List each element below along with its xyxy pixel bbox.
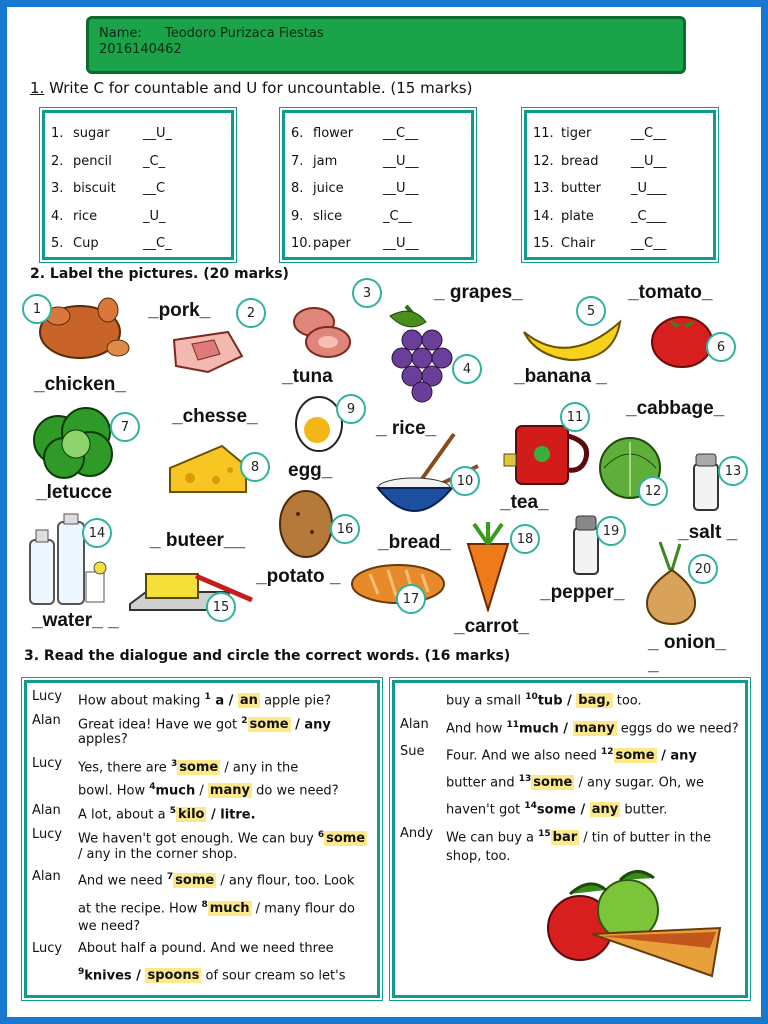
dialogue-line	[78, 962, 345, 986]
text: bowl. How	[78, 783, 150, 799]
item-answer: __C__	[631, 236, 667, 252]
label-cheese: _chesse_	[172, 406, 258, 427]
item-answer: _U___	[631, 181, 667, 197]
text: haven't got	[446, 802, 525, 818]
word-box-3	[524, 110, 716, 260]
item-number: 6.	[291, 126, 304, 142]
item-answer: __C__	[383, 126, 419, 142]
item-word: butter	[561, 181, 602, 197]
word-row	[533, 203, 713, 231]
item-answer: __U__	[383, 236, 419, 252]
gap-number: 4	[149, 782, 156, 792]
dialogue-line	[446, 796, 667, 820]
tomato-picture	[648, 308, 716, 370]
section1-heading	[30, 79, 472, 97]
cheese-picture	[166, 442, 250, 498]
item-word: bread	[561, 153, 599, 169]
dialogue-line	[78, 687, 331, 711]
number-circle: 4	[452, 354, 482, 384]
gap-number: 10	[525, 692, 538, 702]
gap-number: 11	[506, 720, 520, 730]
dialogue-line: shop, too.	[446, 849, 511, 864]
number-circle: 20	[688, 554, 718, 584]
dialogue-line	[446, 769, 704, 793]
item-number: 3.	[51, 181, 64, 197]
label-tuna: _tuna	[282, 366, 333, 387]
speaker-name: Lucy	[32, 756, 63, 771]
dialogue-line	[78, 754, 298, 778]
number-circle: 16	[330, 514, 360, 544]
gap-number: 7	[166, 872, 174, 882]
item-answer: __U__	[383, 153, 419, 169]
item-answer: __C	[143, 181, 166, 197]
speaker-name: Alan	[32, 869, 61, 884]
chosen-option: some	[179, 760, 219, 776]
item-answer: _C_	[143, 153, 166, 169]
word-row	[51, 120, 231, 148]
word-row	[51, 175, 231, 203]
banana-picture	[520, 310, 624, 364]
chosen-option: kilo	[177, 807, 205, 823]
chosen-option: bag,	[578, 693, 611, 709]
number-circle: 19	[596, 516, 626, 546]
item-answer: __C_	[143, 236, 172, 252]
grapes-picture	[382, 300, 462, 404]
number-circle: 2	[236, 298, 266, 328]
gap-number: 3	[170, 759, 178, 769]
option: some /	[536, 802, 590, 818]
speaker-name: Lucy	[32, 941, 63, 956]
label-tomato: _tomato_	[628, 282, 713, 303]
item-number: 1.	[51, 126, 64, 142]
text: And we need	[78, 873, 167, 889]
chosen-option: some	[249, 717, 289, 733]
number-circle: 15	[206, 592, 236, 622]
chosen-option: some	[326, 831, 366, 847]
gap-number: 2	[241, 716, 248, 726]
text: / tin of butter in the	[579, 830, 712, 846]
item-number: 5.	[51, 236, 64, 252]
item-word: rice	[73, 208, 98, 224]
word-row	[291, 175, 471, 203]
label-rice: _ rice_	[376, 418, 437, 439]
item-word: paper	[313, 236, 351, 252]
chosen-option: some	[533, 775, 573, 791]
number-circle: 17	[396, 584, 426, 614]
gap-number: 6	[317, 830, 325, 840]
item-word: slice	[313, 208, 343, 224]
chosen-option: many	[574, 721, 615, 737]
word-row	[533, 120, 713, 148]
speaker-name: Sue	[400, 744, 425, 759]
word-row	[533, 148, 713, 176]
text: at the recipe. How	[78, 901, 202, 917]
label-pepper: _pepper_	[540, 582, 625, 603]
name-label: Name:	[99, 26, 142, 41]
item-number: 13.	[533, 181, 554, 197]
gap-number: 14	[524, 801, 537, 811]
option: knives /	[84, 968, 146, 984]
number-circle: 18	[510, 524, 540, 554]
text: / any flour, too. Look	[216, 873, 355, 889]
label-onion-blank: _	[648, 654, 659, 675]
potato-picture	[276, 488, 336, 560]
section1-number: 1.	[30, 79, 45, 97]
text: buy a small	[446, 693, 526, 709]
text: Great idea! Have we got	[78, 717, 242, 733]
chosen-option: an	[239, 693, 258, 709]
item-number: 4.	[51, 208, 64, 224]
word-row	[51, 230, 231, 258]
label-banana: _banana _	[514, 366, 607, 387]
item-word: pencil	[73, 153, 112, 169]
dialogue-line: apples?	[78, 732, 128, 747]
number-circle: 3	[352, 278, 382, 308]
label-water: _water_ _	[32, 610, 119, 631]
label-egg: egg_	[288, 460, 333, 481]
word-row	[51, 203, 231, 231]
item-word: sugar	[73, 126, 110, 142]
text: butter and	[446, 775, 519, 791]
gap-number: 13	[518, 774, 532, 784]
lettuce-picture	[28, 400, 122, 480]
item-answer: __U__	[631, 153, 667, 169]
option: / any	[656, 748, 697, 764]
item-answer: _C___	[631, 208, 667, 224]
text: do we need?	[251, 783, 339, 799]
dialogue-line	[78, 895, 355, 919]
text: We haven't got enough. We can buy	[78, 831, 318, 847]
word-row	[533, 230, 713, 258]
salt-shaker-picture	[688, 450, 724, 512]
word-row	[291, 230, 471, 258]
dialogue-line	[446, 824, 711, 848]
dialogue-line: About half a pound. And we need three	[78, 941, 334, 956]
gap-number: 8	[201, 900, 208, 910]
label-grapes: _ grapes_	[434, 282, 523, 303]
item-number: 14.	[533, 208, 554, 224]
gap-number: 15	[538, 829, 551, 839]
text: apple pie?	[259, 693, 332, 709]
apple-pie-picture	[540, 858, 726, 988]
dialogue-line	[446, 742, 697, 766]
number-circle: 10	[450, 466, 480, 496]
text: of sour cream so let's	[201, 968, 346, 984]
student-info-box	[86, 16, 686, 74]
text: /	[195, 783, 208, 799]
text: We can buy a	[446, 830, 539, 846]
text: / many flour do	[251, 901, 355, 917]
label-butter: _ buteer__	[150, 530, 246, 551]
section3-heading: 3. Read the dialogue and circle the correct words. (16 marks)	[24, 648, 511, 664]
label-tea: _tea_	[500, 492, 549, 513]
label-pork: _pork_	[148, 300, 211, 321]
label-bread: _bread_	[378, 532, 451, 553]
text: Four. And we also need	[446, 748, 601, 764]
item-answer: _U_	[143, 208, 166, 224]
speaker-name: Lucy	[32, 689, 63, 704]
word-row	[533, 175, 713, 203]
chosen-option: much	[209, 901, 250, 917]
speaker-name: Andy	[400, 826, 434, 841]
item-number: 10.	[291, 236, 312, 252]
tuna-picture	[290, 302, 356, 362]
text: A lot, about a	[78, 807, 170, 823]
option: / litre.	[206, 807, 256, 823]
section1-title: Write C for countable and U for uncountable. (15 marks)	[44, 79, 473, 97]
dialogue-line	[446, 715, 739, 739]
option: a /	[210, 693, 238, 709]
text: Yes, there are	[78, 760, 171, 776]
text: And how	[446, 721, 507, 737]
speaker-name: Alan	[32, 713, 61, 728]
word-row	[291, 120, 471, 148]
item-answer: __U__	[383, 181, 419, 197]
speaker-name: Alan	[32, 803, 61, 818]
section2-heading: 2. Label the pictures. (20 marks)	[30, 266, 289, 282]
text: / any in the	[220, 760, 299, 776]
butter-picture	[126, 560, 256, 618]
number-circle: 5	[576, 296, 606, 326]
item-word: Chair	[561, 236, 596, 252]
number-circle: 12	[638, 476, 668, 506]
dialogue-line	[78, 867, 354, 891]
word-row	[291, 148, 471, 176]
dialogue-line: we need?	[78, 919, 141, 934]
item-answer: __C__	[631, 126, 667, 142]
gap-number: 9	[78, 967, 85, 977]
option: tub /	[537, 693, 577, 709]
number-circle: 7	[110, 412, 140, 442]
onion-picture	[640, 540, 704, 626]
chosen-option: many	[209, 783, 250, 799]
label-cabbage: _cabbage_	[626, 398, 725, 419]
label-carrot: _carrot_	[454, 616, 529, 637]
pork-picture	[168, 326, 248, 376]
item-number: 12.	[533, 153, 554, 169]
dialogue-line: / any in the corner shop.	[78, 847, 238, 862]
label-salt: _salt _	[678, 522, 738, 543]
item-word: tiger	[561, 126, 592, 142]
word-box-2	[282, 110, 474, 260]
number-circle: 8	[240, 452, 270, 482]
number-circle: 13	[718, 456, 748, 486]
dialogue-line	[78, 801, 256, 825]
word-box-1	[42, 110, 234, 260]
student-id: 2016140462	[99, 42, 182, 57]
chosen-option: some	[615, 748, 655, 764]
text: too.	[612, 693, 642, 709]
word-row	[291, 203, 471, 231]
item-word: juice	[313, 181, 344, 197]
number-circle: 6	[706, 332, 736, 362]
item-number: 15.	[533, 236, 554, 252]
item-number: 8.	[291, 181, 304, 197]
item-number: 9.	[291, 208, 304, 224]
chosen-option: bar	[552, 830, 578, 846]
gap-number: 12	[600, 747, 614, 757]
item-answer: _C__	[383, 208, 412, 224]
option: / any	[290, 717, 331, 733]
item-word: biscuit	[73, 181, 116, 197]
dialogue-line	[446, 687, 642, 711]
student-name: Teodoro Purizaca Fiestas	[165, 26, 324, 41]
item-number: 7.	[291, 153, 304, 169]
word-row	[51, 148, 231, 176]
chosen-option: any	[591, 802, 619, 818]
text: eggs do we need?	[616, 721, 739, 737]
label-onion: _ onion_	[648, 632, 727, 653]
item-number: 11.	[533, 126, 554, 142]
gap-number: 1	[204, 692, 211, 702]
item-word: jam	[313, 153, 338, 169]
option: much	[155, 783, 196, 799]
number-circle: 9	[336, 394, 366, 424]
item-word: flower	[313, 126, 354, 142]
gap-number: 5	[169, 806, 176, 816]
number-circle: 1	[22, 294, 52, 324]
text: butter.	[620, 802, 668, 818]
text: / any sugar. Oh, we	[574, 775, 705, 791]
speaker-name: Lucy	[32, 827, 63, 842]
item-answer: __U_	[143, 126, 173, 142]
number-circle: 14	[82, 518, 112, 548]
item-word: plate	[561, 208, 594, 224]
number-circle: 11	[560, 402, 590, 432]
label-potato: _potato _	[256, 566, 341, 587]
chosen-option: some	[175, 873, 215, 889]
item-number: 2.	[51, 153, 64, 169]
label-lettuce: _letucce	[36, 482, 113, 503]
speaker-name: Alan	[400, 717, 429, 732]
carrot-picture	[460, 522, 516, 612]
dialogue-line	[78, 777, 339, 801]
chosen-option: spoons	[147, 968, 200, 984]
text: How about making	[78, 693, 205, 709]
option: much /	[519, 721, 573, 737]
item-word: Cup	[73, 236, 99, 252]
label-chicken: _chicken_	[34, 374, 126, 395]
